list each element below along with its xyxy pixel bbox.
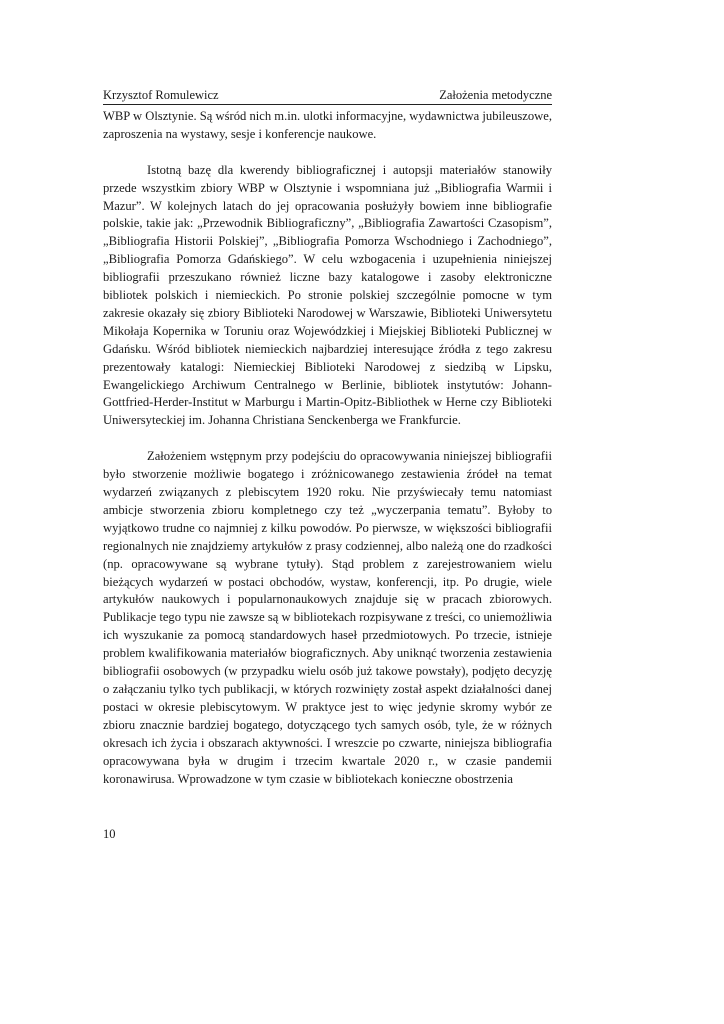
paragraph-assumptions: Założeniem wstępnym przy podejściu do opracowywania niniejszej bibliografii było stworzenie możliwie bogatego i zróżnicowanego zestawienia źródeł na temat wydarzeń związanych z plebiscytem 1920 roku. Nie przyświecały temu natomiast ambicje stworzenia zbioru kompletnego czy też „wyczerpania tematu”. Byłoby to wyjątkowo trudne co najmniej z kilku powodów. Po pierwsze, w większości bibliografii regionalnych nie znajdziemy artykułów z prasy codziennej, albo należą one do rzadkości (np. opracowywane są wybrane tytuły). Stąd problem z zarejestrowaniem wielu bieżących wydarzeń w postaci obchodów, wystaw, konferencji, itp. Po drugie, wiele artykułów naukowych i popularnonaukowych znajduje się w pracach zbiorowych. Publikacje tego typu nie zawsze są w bibliotekach rozpisywane z treści, co uniemożliwia ich wyszukanie za pomocą standardowych haseł przedmiotowych. Po trzecie, istnieje problem kwalifikowania materiałów biograficznych. Aby uniknąć tworzenia zestawienia bibliografii osobowych (w przypadku wielu osób już takowe powstały), podjęto decyzję o załączaniu tylko tych publikacji, w których rozwinięty został aspekt działalności danej postaci w okresie plebiscytowym. W praktyce jest to więc jedynie skromy wybór ze zbioru znacznie bardziej bogatego, dotyczącego tych samych osób, tyle, że w różnych okresach ich życia i obszarach aktywności. I wreszcie po czwarte, niniejsza bibliografia opracowywana była w drugim i trzecim kwartale 2020 r., w czasie pandemii koronawirusa. Wprowadzone w tym czasie w bibliotekach konieczne obostrzenia [103,449,552,786]
page-number: 10 [103,827,116,841]
running-head-author: Krzysztof Romulewicz [103,88,219,102]
header-rule [103,104,552,105]
running-head [103,85,552,105]
body-text [103,108,552,788]
paragraph-continuation: WBP w Olsztynie. Są wśród nich m.in. ulotki informacyjne, wydawnictwa jubileuszowe, zaproszenia na wystawy, sesje i konferencje naukowe. [103,109,552,141]
paragraph-sources: Istotną bazę dla kwerendy bibliograficznej i autopsji materiałów stanowiły przede wszystkim zbiory WBP w Olsztynie i wspomniana już „Bibliografia Warmii i Mazur”. W kolejnych latach do jej opracowania posłużyły bowiem inne bibliografie polskie, takie jak: „Przewodnik Bibliograficzny”, „Bibliografia Zawartości Czasopism”, „Bibliografia Historii Polskiej”, „Bibliografia Pomorza Wschodniego i Zachodniego”, „Bibliografia Pomorza Gdańskiego”. W celu wzbogacenia i uzupełnienia niniejszej bibliografii przeszukano również liczne bazy katalogowe i zasoby elektroniczne bibliotek polskich i niemieckich. Po stronie polskiej szczególnie pomocne w tym zakresie okazały się zbiory Biblioteki Narodowej w Warszawie, Biblioteki Uniwersytetu Mikołaja Kopernika w Toruniu oraz Wojewódzkiej i Miejskiej Biblioteki Publicznej w Gdańsku. Wśród bibliotek niemieckich najbardziej interesujące źródła z tego zakresu prezentowały katalogi: Niemieckiej Biblioteki Narodowej z siedzibą w Lipsku, Ewangelickiego Archiwum Centralnego w Berlinie, bibliotek instytutów: Johann-Gottfried-Herder-Institut w Marburgu i Martin-Opitz-Bibliothek w Herne czy Biblioteki Uniwersyteckiej im. Johanna Christiana Senckenberga we Frankfurcie. [103,162,552,428]
running-head-section: Założenia metodyczne [439,88,552,102]
